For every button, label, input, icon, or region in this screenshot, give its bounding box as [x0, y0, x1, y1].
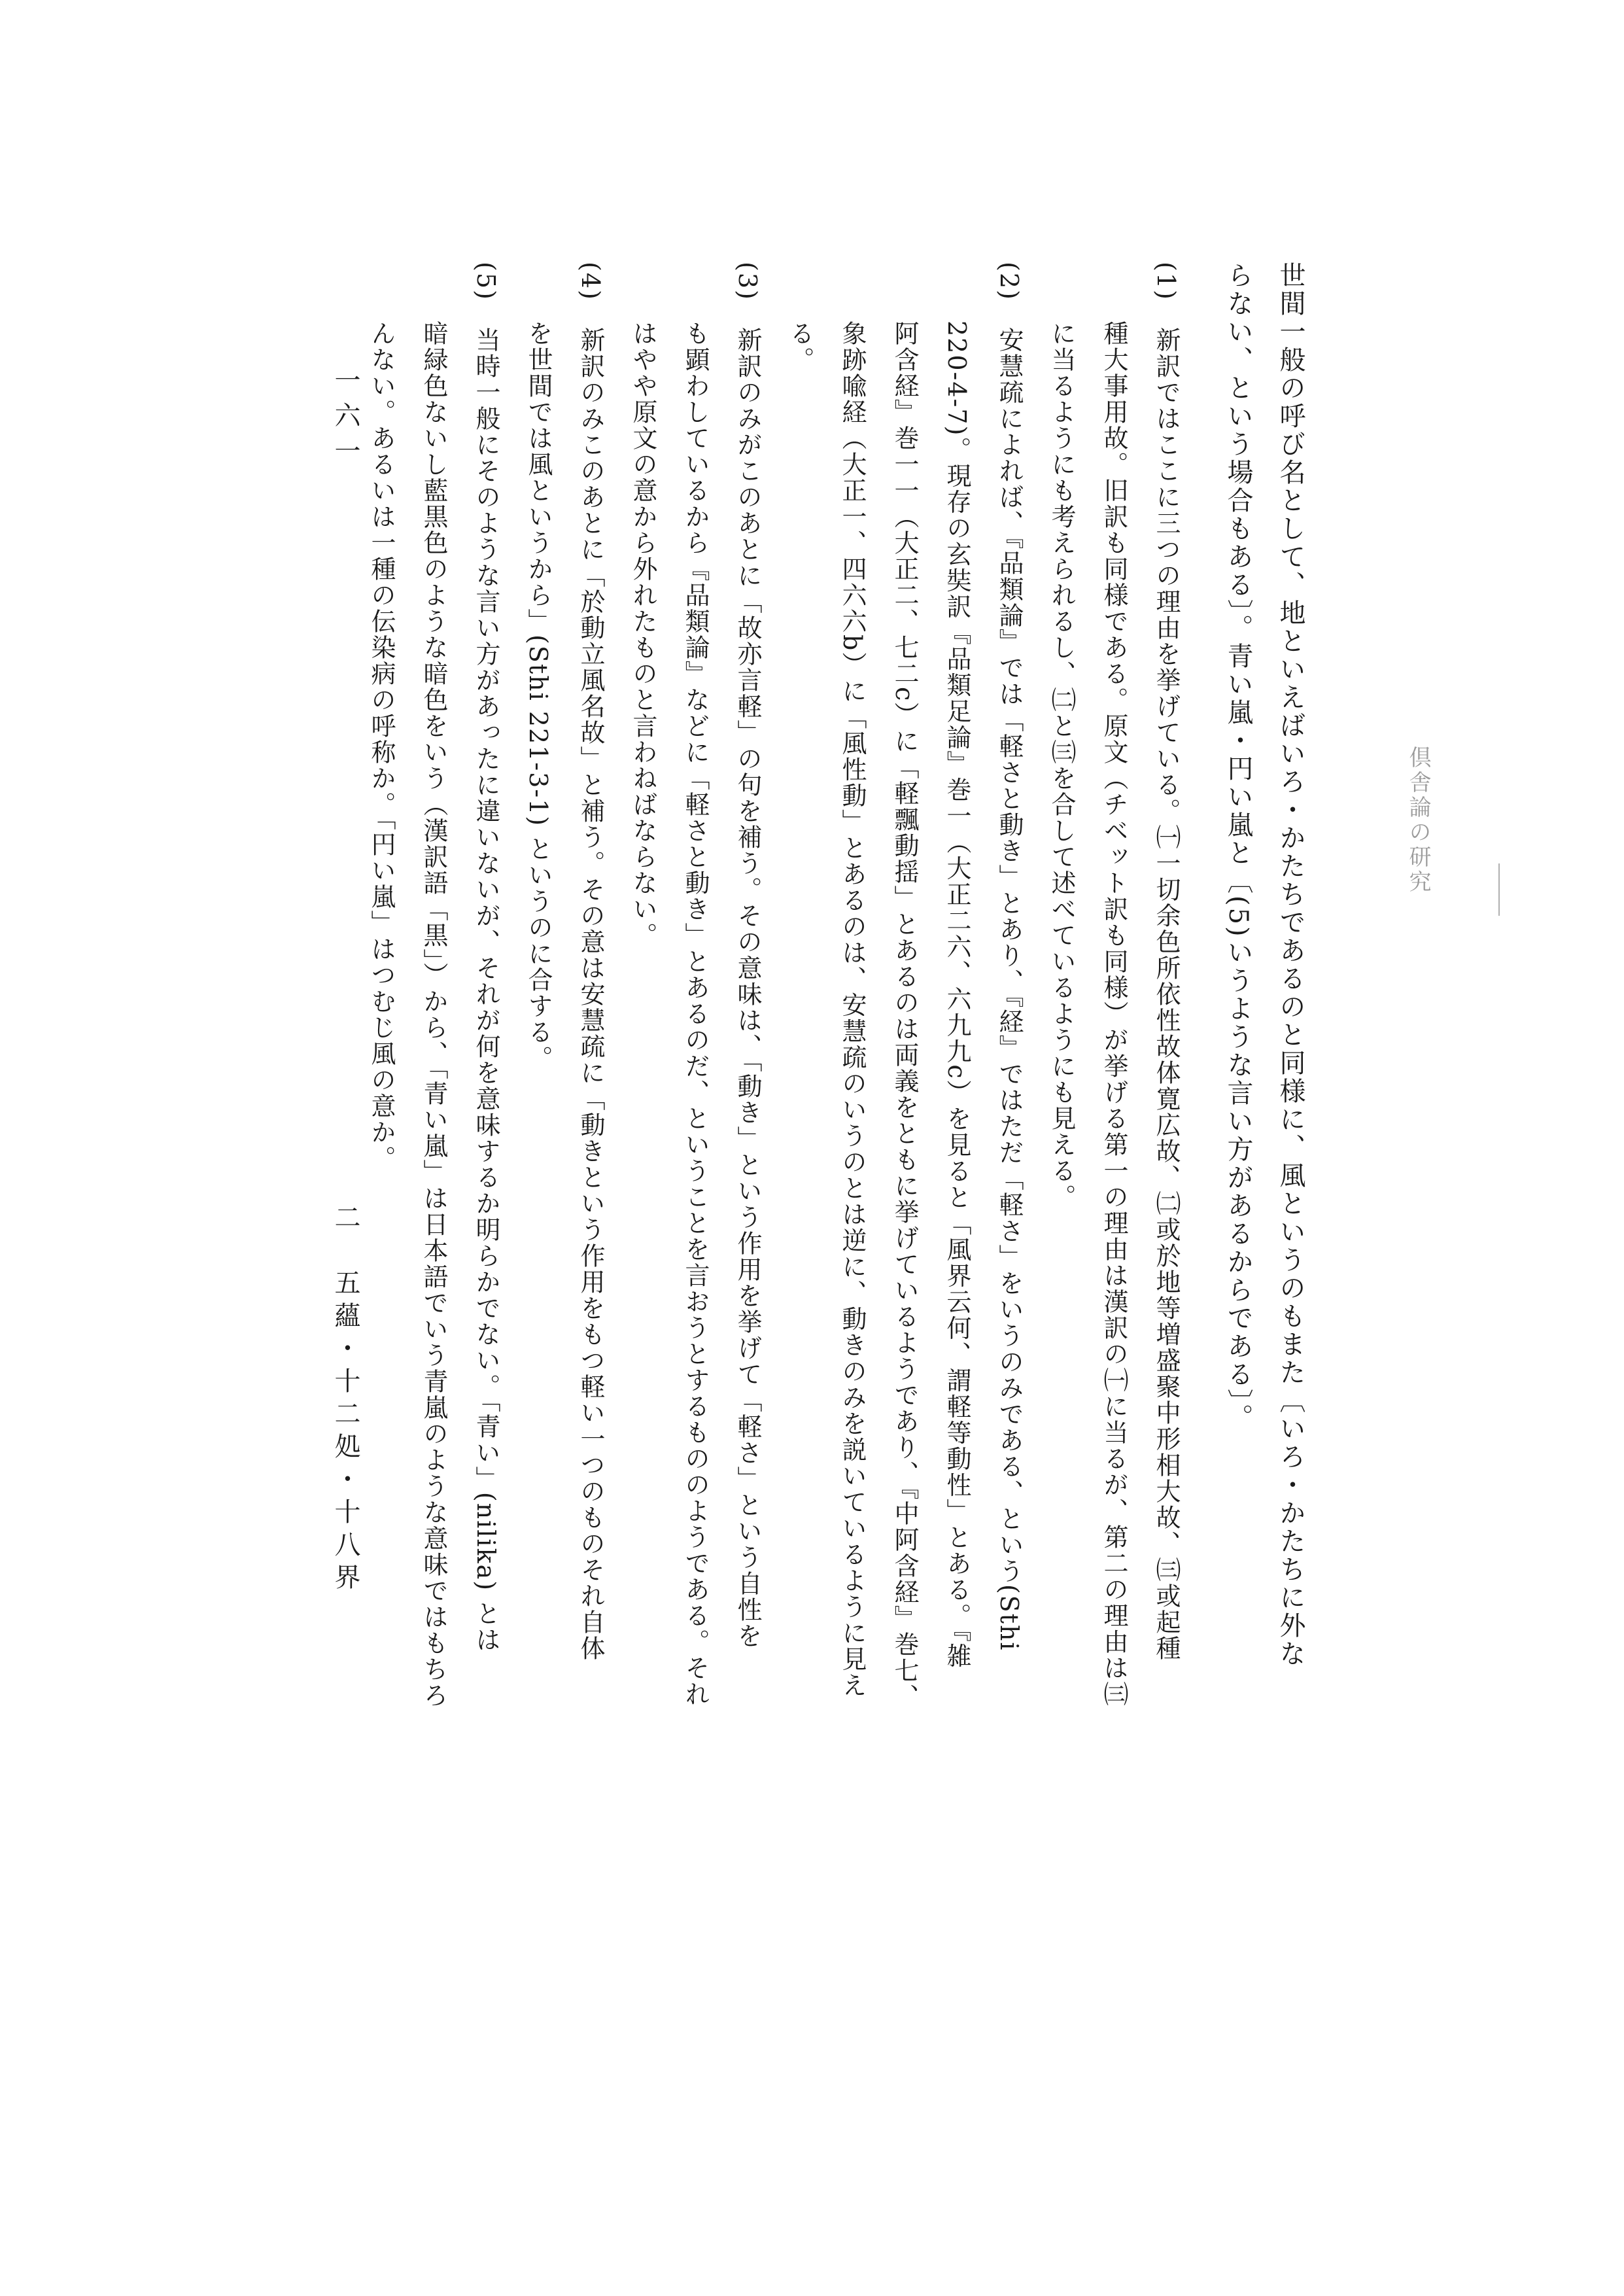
note-2-line: (2) 安慧疏によれば、『品類論』では「軽さと動き」とあり、『経』ではただ「軽さ」をいうのみである、という(Sthi	[995, 262, 1024, 1652]
running-head: 二 五蘊・十二処・十八界	[330, 1204, 360, 1596]
spacer	[1192, 262, 1212, 1910]
note-1-line: 種大事用故。旧訳も同様である。原文（チベット訳も同様）が挙げる第一の理由は漢訳の㈠に当るが、第二の理由は㈢	[1099, 321, 1128, 1707]
bleed-through-text: 倶舎論の研究	[1405, 746, 1431, 895]
body-text	[355, 262, 1317, 1910]
page-number: 一六一	[330, 366, 360, 472]
note-1-line: (1) 新訳ではここに三つの理由を挙げている。㈠一切余色所依性故体寛広故、㈡或於地等増盛聚中形相大故、㈢或起種	[1152, 262, 1181, 1661]
note-3-line: (3) 新訳のみがこのあとに「故亦言軽」の句を補う。その意味は、「動き」という作用を挙げて「軽さ」という自性を	[733, 262, 762, 1649]
note-2-line: 220-4-7)。現存の玄奘訳『品類足論』巻一（大正二六、六九九c）を見ると「風界云何、謂軽等動性」とある。『雑	[942, 321, 971, 1669]
note-5-line: 暗緑色ないし藍黒色のような暗色をいう（漢訳語「黒」）から、「青い嵐」は日本語でいう青嵐のような意味ではもちろ	[419, 321, 448, 1709]
note-5-line: (5) 当時一般にそのような言い方があったに違いないが、それが何を意味するか明らかでない。「青い」(nilika) とは	[472, 262, 500, 1654]
margin-mark	[1498, 863, 1500, 916]
main-text-line: らない、という場合もある〕。青い嵐・円い嵐と〔(5)いうような言い方があるからである〕。	[1223, 262, 1253, 1432]
note-4-line: (4) 新訳のみこのあとに「於動立風名故」と補う。その意は安慧疏に「動きという作用をもつ軽い一つのものそれ自体	[576, 262, 605, 1661]
note-3-line: も顕わしているから『品類論』などに「軽さと動き」とあるのだ、ということを言おうとするもののようである。それ	[681, 321, 710, 1707]
note-4-line: を世間では風というから」(Sthi 221-3-1) というのに合する。	[524, 321, 553, 1072]
note-2-line: 象跡喩経（大正一、四六六b）に「風性動」とあるのは、安慧疏のいうのとは逆に、動きのみを説いているように見え	[838, 321, 867, 1699]
note-3-line: はやや原文の意から外れたものと言わねばならない。	[629, 321, 657, 948]
note-5-line: んない。あるいは一種の伝染病の呼称か。「円い嵐」はつむじ風の意か。	[367, 321, 396, 1172]
main-text-line: 世間一般の呼び名として、地といえばいろ・かたちであるのと同様に、風というのもまた〔いろ・かたちに外な	[1275, 262, 1305, 1668]
note-1-line: に当るようにも考えられるし、㈡と㈢を合して述べているようにも見える。	[1047, 321, 1076, 1210]
note-2-line: 阿含経』巻一一（大正二、七二c）に「軽飄動揺」とあるのは両義をともに挙げているようであり、『中阿含経』巻七、	[890, 321, 919, 1711]
note-2-line: る。	[786, 321, 814, 373]
